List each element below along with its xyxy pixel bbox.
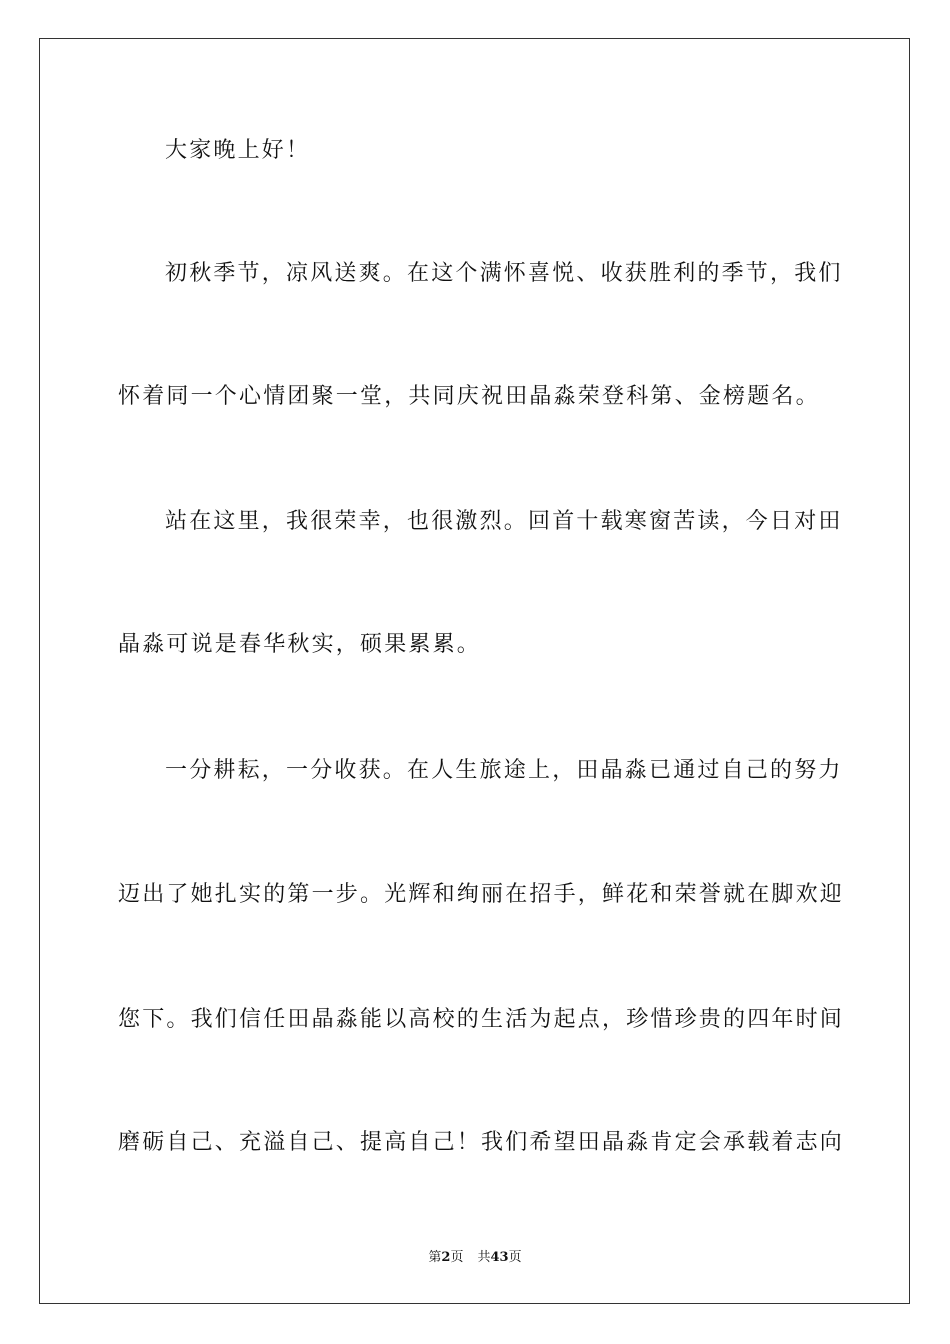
- paragraph-3-line-2: 迈出了她扎实的第一步。光辉和绚丽在招手，鲜花和荣誉就在脚欢迎: [118, 882, 845, 907]
- paragraph-1-line-2: 怀着同一个心情团聚一堂，共同庆祝田晶淼荣登科第、金榜题名。: [118, 384, 820, 409]
- greeting-line: 大家晚上好！: [165, 138, 311, 163]
- total-pages-number: 43: [490, 1250, 509, 1265]
- page-footer: [0, 1249, 950, 1267]
- paragraph-3-line-3: 您下。我们信任田晶淼能以高校的生活为起点，珍惜珍贵的四年时间: [118, 1007, 845, 1032]
- paragraph-2-line-1: 站在这里，我很荣幸，也很激烈。回首十载寒窗苦读，今日对田: [165, 509, 843, 534]
- paragraph-2-line-2: 晶淼可说是春华秋实，硕果累累。: [118, 632, 482, 657]
- paragraph-3-line-4: 磨砺自己、充溢自己、提高自己！我们希望田晶淼肯定会承载着志向: [118, 1130, 845, 1155]
- paragraph-1-line-1: 初秋季节，凉风送爽。在这个满怀喜悦、收获胜利的季节，我们: [165, 261, 843, 286]
- page-frame: [39, 38, 910, 1304]
- current-page-number: 2: [441, 1250, 451, 1265]
- total-prefix: 共: [477, 1250, 491, 1265]
- paragraph-3-line-1: 一分耕耘，一分收获。在人生旅途上，田晶淼已通过自己的努力: [165, 758, 843, 783]
- total-suffix: 页: [508, 1250, 522, 1265]
- page-suffix: 页: [450, 1250, 464, 1265]
- page-prefix: 第: [428, 1250, 442, 1265]
